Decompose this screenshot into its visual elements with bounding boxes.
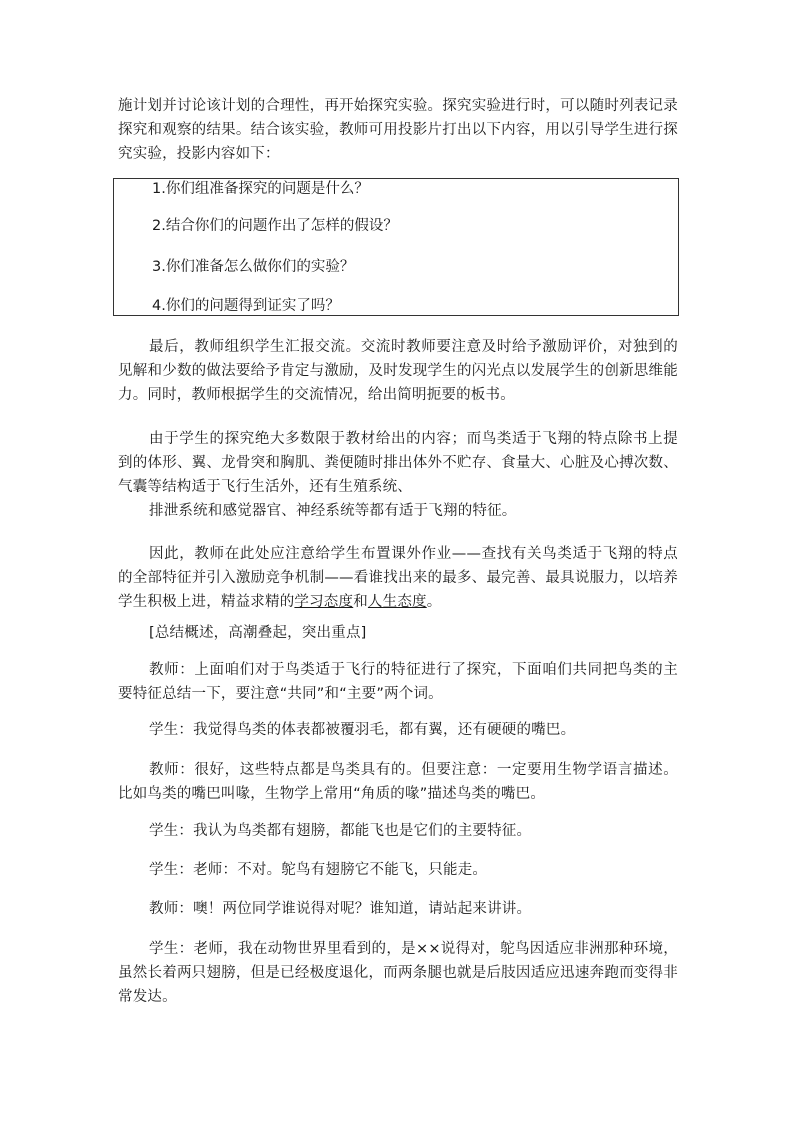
dialogue-student-1: 学生：我觉得鸟类的体表都被覆羽毛，都有翼，还有硬硬的嘴巴。 bbox=[149, 722, 576, 738]
question-3: 3.你们准备怎么做你们的实验？ bbox=[152, 259, 355, 275]
paragraph-bird-features: 由于学生的探究绝大多数限于教材给出的内容；而鸟类适于飞翔的特点除书上提到的体形、翼、龙骨突和胸肌、粪便随时排出体外不贮存、食量大、心脏及心搏次数、气囊等结构适于飞行生活外，还有生殖系统、 bbox=[118, 431, 678, 495]
dialogue-teacher-3: 教师：噢！两位同学谁说得对呢？谁知道，请站起来讲讲。 bbox=[149, 901, 532, 917]
question-2: 2.结合你们的问题作出了怎样的假设？ bbox=[152, 218, 398, 234]
question-1: 1.你们组准备探究的问题是什么？ bbox=[152, 181, 369, 197]
dialogue-student-2: 学生：我认为鸟类都有翅膀，都能飞也是它们的主要特征。 bbox=[149, 823, 532, 839]
question-4: 4.你们的问题得到证实了吗？ bbox=[152, 298, 340, 314]
dialogue-student-3: 学生：老师：不对。鸵鸟有翅膀它不能飞，只能走。 bbox=[149, 862, 488, 878]
link-study-attitude[interactable]: 学习态度 bbox=[294, 594, 354, 610]
section-heading: [总结概述，高潮叠起，突出重点] bbox=[149, 625, 367, 641]
paragraph-homework bbox=[118, 542, 678, 614]
homework-end: 。 bbox=[426, 594, 442, 610]
link-life-attitude[interactable]: 人生态度 bbox=[367, 594, 427, 610]
homework-text: 因此，教师在此处应注意给学生布置课外作业——查找有关鸟类适于飞翔的特点的全部特征并引入激励竞争机制——看谁找出来的最多、最完善、最具说服力，以培养学生积极上进，精益求精的 bbox=[118, 546, 678, 610]
projection-box bbox=[113, 178, 679, 316]
paragraph-summary-exchange: 最后，教师组织学生汇报交流。交流时教师要注意及时给予激励评价，对独到的见解和少数的做法要给予肯定与激励，及时发现学生的闪光点以发展学生的创新思维能力。同时，教师根据学生的交流情况，给出简明扼要的板书。 bbox=[118, 339, 678, 403]
dialogue-teacher-1: 教师：上面咱们对于鸟类适于飞行的特征进行了探究，下面咱们共同把鸟类的主要特征总结一下，要注意“共同”和“主要”两个词。 bbox=[118, 662, 678, 702]
dialogue-teacher-2: 教师：很好，这些特点都是鸟类具有的。但要注意：一定要用生物学语言描述。比如鸟类的嘴巴叫喙，生物学上常用“角质的喙”描述鸟类的嘴巴。 bbox=[118, 762, 678, 802]
homework-and: 和 bbox=[353, 594, 368, 610]
paragraph-systems: 排泄系统和感觉器官、神经系统等都有适于飞翔的特征。 bbox=[149, 503, 517, 519]
dialogue-student-4: 学生：老师，我在动物世界里看到的，是××说得对，鸵鸟因适应非洲那种环境，虽然长着两只翅膀，但是已经极度退化，而两条腿也就是后肢因适应迅速奔跑而变得非常发达。 bbox=[118, 941, 678, 1005]
paragraph-intro: 施计划并讨论该计划的合理性，再开始探究实验。探究实验进行时，可以随时列表记录探究和观察的结果。结合该实验，教师可用投影片打出以下内容，用以引导学生进行探究实验，投影内容如下： bbox=[118, 98, 678, 162]
